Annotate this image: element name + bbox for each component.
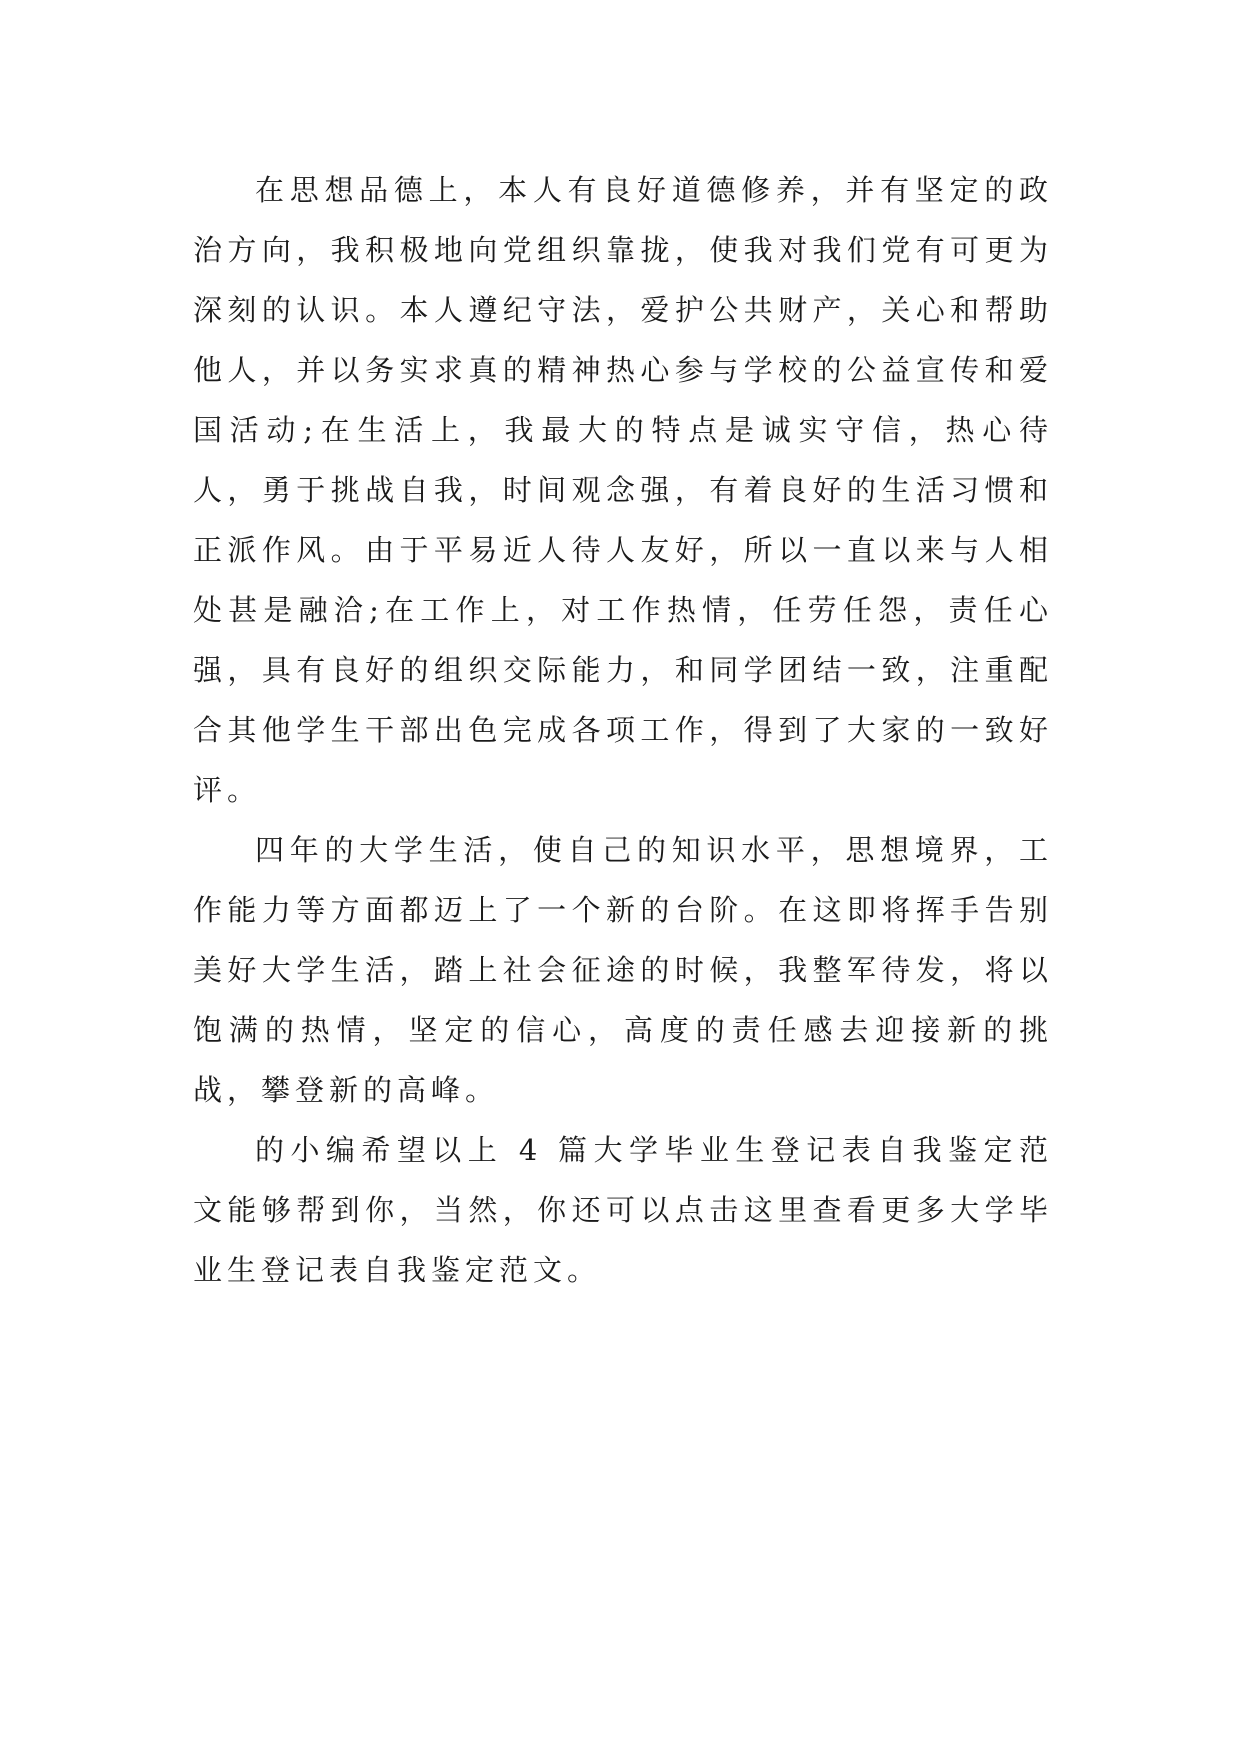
document-body	[193, 160, 1053, 1300]
paragraph-closing-note: 的小编希望以上 4 篇大学毕业生登记表自我鉴定范文能够帮到你，当然，你还可以点击这里查看更多大学毕业生登记表自我鉴定范文。	[193, 1133, 1053, 1287]
paragraph-university-life: 四年的大学生活，使自己的知识水平，思想境界，工作能力等方面都迈上了一个新的台阶。在这即将挥手告别美好大学生活，踏上社会征途的时候，我整军待发，将以饱满的热情，坚定的信心，高度的责任感去迎接新的挑战，攀登新的高峰。	[193, 833, 1053, 1107]
paragraph-self-evaluation: 在思想品德上，本人有良好道德修养，并有坚定的政治方向，我积极地向党组织靠拢，使我对我们党有可更为深刻的认识。本人遵纪守法，爱护公共财产，关心和帮助他人，并以务实求真的精神热心参与学校的公益宣传和爱国活动;在生活上，我最大的特点是诚实守信，热心待人，勇于挑战自我，时间观念强，有着良好的生活习惯和正派作风。由于平易近人待人友好，所以一直以来与人相处甚是融洽;在工作上，对工作热情，任劳任怨，责任心强，具有良好的组织交际能力，和同学团结一致，注重配合其他学生干部出色完成各项工作，得到了大家的一致好评。	[193, 173, 1053, 807]
